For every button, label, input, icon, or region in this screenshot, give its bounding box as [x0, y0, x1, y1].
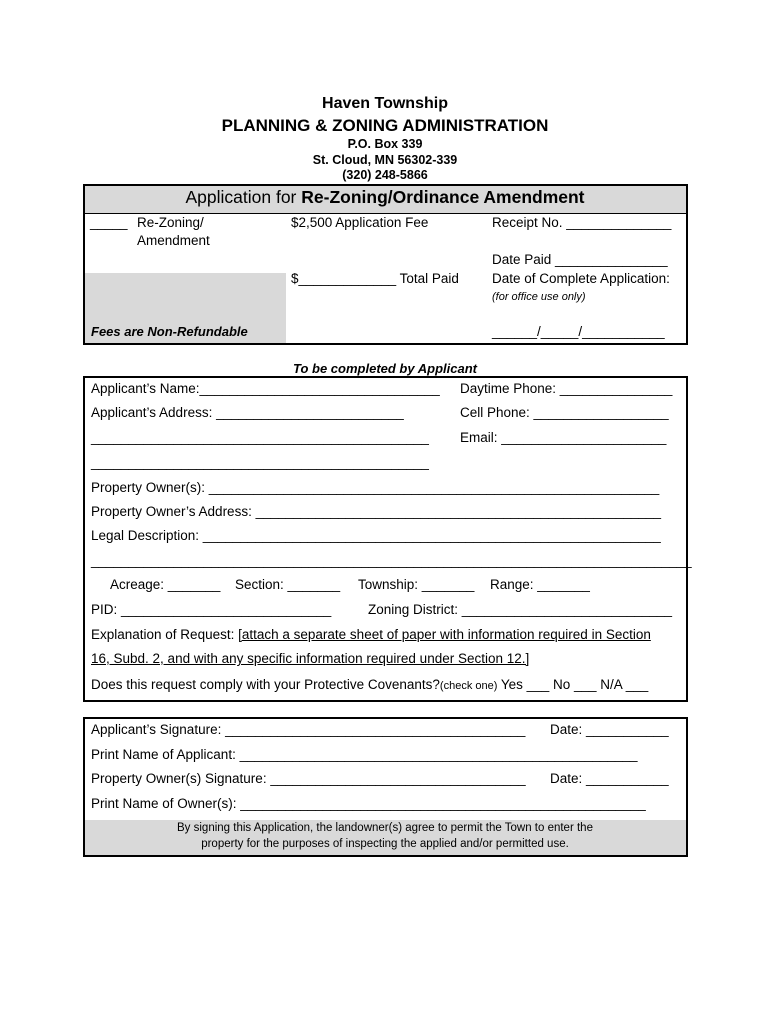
owner-signature-date-field[interactable]: Date: ___________	[550, 771, 669, 786]
check-one-note: (check one)	[439, 680, 498, 692]
phone-number: (320) 248-5866	[342, 168, 428, 182]
applicant-section-title: To be completed by Applicant	[293, 361, 477, 376]
consent-line-2: property for the purposes of inspecting the applied and/or permitted use.	[201, 838, 569, 850]
city-state-zip: St. Cloud, MN 56302-339	[312, 153, 458, 167]
property-owner-field[interactable]: Property Owner(s): ____________________________________________________________	[91, 480, 660, 495]
applicant-address-field[interactable]: Applicant’s Address: _________________________	[91, 405, 404, 420]
explanation-instructions-1: [attach a separate sheet of paper with information required in Section	[238, 627, 651, 642]
protective-covenants-question	[91, 677, 648, 694]
acreage-field[interactable]: Acreage: _______	[110, 577, 221, 592]
form-title-bold: Re-Zoning/Ordinance Amendment	[301, 187, 585, 207]
complete-application-label: Date of Complete Application:	[492, 271, 670, 286]
zoning-district-field[interactable]: Zoning District: ____________________________	[368, 602, 673, 617]
organization-name: Haven Township	[322, 95, 448, 112]
applicant-signature-date-field[interactable]: Date: ___________	[550, 722, 669, 737]
applicant-signature-field[interactable]: Applicant’s Signature: ________________________________________	[91, 722, 526, 737]
print-applicant-name-field[interactable]: Print Name of Applicant: _____________________________________________________	[91, 747, 638, 762]
consent-line-1: By signing this Application, the landowner(s) agree to permit the Town to enter the	[177, 822, 593, 834]
legal-description-line-2[interactable]: ________________________________________________________________________________	[91, 553, 692, 568]
daytime-phone-field[interactable]: Daytime Phone: _______________	[460, 381, 673, 396]
receipt-number-field[interactable]: Receipt No. ______________	[492, 215, 672, 230]
application-fee: $2,500 Application Fee	[291, 215, 429, 230]
covenant-options[interactable]: Yes ___ No ___ N/A ___	[497, 677, 649, 692]
date-paid-field[interactable]: Date Paid _______________	[492, 252, 668, 267]
applicant-address-line-3[interactable]: _____________________________________________	[91, 455, 429, 470]
office-use-note: (for office use only)	[492, 291, 586, 303]
non-refundable-note: Fees are Non-Refundable	[91, 324, 248, 339]
form-title	[0, 187, 770, 208]
owner-signature-field[interactable]: Property Owner(s) Signature: __________________________________	[91, 771, 526, 786]
property-owner-address-field[interactable]: Property Owner’s Address: ______________________________________________________	[91, 504, 662, 519]
department-name: PLANNING & ZONING ADMINISTRATION	[221, 116, 549, 135]
print-owner-name-field[interactable]: Print Name of Owner(s): ______________________________________________________	[91, 796, 646, 811]
rezoning-checkbox-blank[interactable]: _____	[90, 215, 128, 230]
pid-field[interactable]: PID: ____________________________	[91, 602, 332, 617]
range-field[interactable]: Range: _______	[490, 577, 590, 592]
covenant-question: Does this request comply with your Protective Covenants?	[91, 677, 440, 692]
po-box: P.O. Box 339	[347, 137, 423, 151]
email-field[interactable]: Email: ______________________	[460, 430, 667, 445]
total-paid-field[interactable]: $_____________ Total Paid	[291, 271, 459, 286]
applicant-address-line-2[interactable]: _____________________________________________	[91, 430, 429, 445]
explanation-of-request	[91, 627, 651, 643]
explanation-label: Explanation of Request:	[91, 627, 239, 642]
cell-phone-field[interactable]: Cell Phone: __________________	[460, 405, 669, 420]
section-field[interactable]: Section: _______	[235, 577, 341, 592]
rezoning-type-label: Re-Zoning/	[137, 215, 204, 230]
complete-application-date-field[interactable]: ______/_____/___________	[492, 324, 665, 339]
amendment-type-label: Amendment	[137, 233, 210, 248]
township-field[interactable]: Township: _______	[358, 577, 475, 592]
signature-box	[83, 717, 688, 857]
form-title-prefix: Application for	[185, 187, 302, 207]
applicant-name-field[interactable]: Applicant’s Name:________________________________	[91, 381, 440, 396]
explanation-instructions-2: 16, Subd. 2, and with any specific information required under Section 12.]	[91, 651, 530, 666]
legal-description-field[interactable]: Legal Description: _____________________________________________________________	[91, 528, 661, 543]
